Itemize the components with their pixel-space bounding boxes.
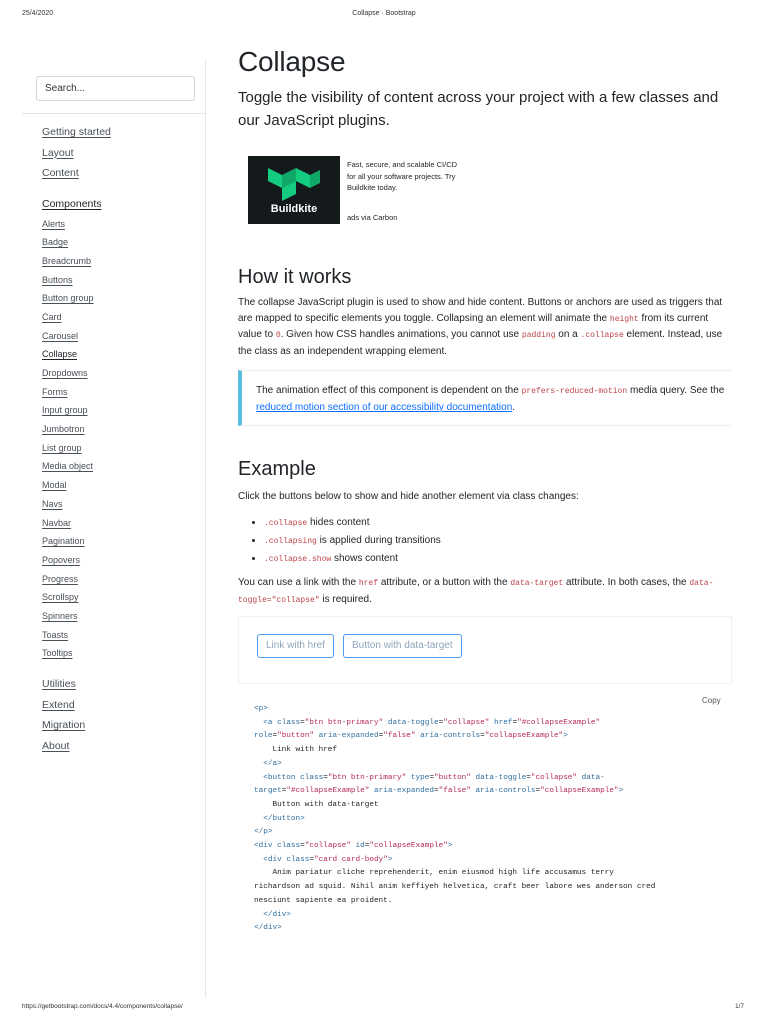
sidebar-item-components[interactable]: Components xyxy=(42,198,102,210)
sidebar-item-badge[interactable]: Badge xyxy=(42,237,69,248)
sidebar-item-popovers[interactable]: Popovers xyxy=(42,554,81,565)
sidebar-item-navbar[interactable]: Navbar xyxy=(42,517,72,528)
ad-via[interactable]: ads via Carbon xyxy=(347,213,398,222)
link-with-href-button[interactable]: Link with href xyxy=(257,634,334,658)
search-area xyxy=(22,60,206,114)
sidebar-item-input-group[interactable]: Input group xyxy=(42,405,88,416)
copy-button[interactable]: Copy xyxy=(702,696,721,705)
reduced-motion-link[interactable]: reduced motion section of our accessibility documentation xyxy=(256,401,513,413)
code-zero: 0 xyxy=(275,331,281,341)
sidebar xyxy=(22,60,206,998)
code-data-toggle: data-toggle="collapse" xyxy=(238,579,714,605)
link-text-1: You can use a link with the xyxy=(238,577,357,588)
buildkite-logo-icon xyxy=(248,156,340,224)
code-padding: padding xyxy=(521,331,556,341)
sidebar-item-progress[interactable]: Progress xyxy=(42,573,79,584)
sidebar-item-list-group[interactable]: List group xyxy=(42,442,82,453)
code-collapse: .collapse xyxy=(580,331,624,341)
sidebar-item-content[interactable]: Content xyxy=(42,167,79,179)
print-url: https://getbootstrap.com/docs/4.4/components/collapse/ xyxy=(22,1003,183,1010)
sidebar-item-buttons[interactable]: Buttons xyxy=(42,274,73,285)
callout-text-1: The animation effect of this component is dependent on the xyxy=(256,385,519,396)
info-callout xyxy=(238,370,732,426)
sidebar-item-scrollspy[interactable]: Scrollspy xyxy=(42,592,79,603)
sidebar-item-tooltips[interactable]: Tooltips xyxy=(42,648,73,659)
sidebar-item-pagination[interactable]: Pagination xyxy=(42,536,85,547)
code-prefers-reduced-motion: prefers-reduced-motion xyxy=(521,387,628,396)
link-text-2: attribute, or a button with the xyxy=(380,577,508,588)
sidebar-bottom-links xyxy=(42,674,85,756)
sidebar-item-about[interactable]: About xyxy=(42,739,70,752)
bullet-text: is applied during transitions xyxy=(319,535,441,546)
print-header xyxy=(0,10,768,24)
example-preview xyxy=(238,616,732,684)
sidebar-item-alerts[interactable]: Alerts xyxy=(42,218,66,229)
list-item xyxy=(264,532,441,550)
bullet-code: .collapse xyxy=(264,519,308,528)
sidebar-item-forms[interactable]: Forms xyxy=(42,386,68,397)
button-with-data-target[interactable]: Button with data-target xyxy=(343,634,462,658)
sidebar-item-getting-started[interactable]: Getting started xyxy=(42,126,111,138)
how-text-3: . Given how CSS handles animations, you cannot use xyxy=(280,329,520,341)
example-heading: Example xyxy=(238,458,316,480)
bullet-code: .collapsing xyxy=(264,537,317,546)
buildkite-logo[interactable] xyxy=(248,156,340,224)
sidebar-item-layout[interactable]: Layout xyxy=(42,146,74,159)
sidebar-components xyxy=(42,194,102,663)
svg-text:Buildkite: Buildkite xyxy=(270,203,318,215)
code-height: height xyxy=(609,314,639,324)
sidebar-item-media-object[interactable]: Media object xyxy=(42,461,94,472)
list-item xyxy=(264,514,441,532)
sidebar-item-toasts[interactable]: Toasts xyxy=(42,629,69,640)
carbon-ad[interactable] xyxy=(248,156,468,230)
bullet-text: shows content xyxy=(334,553,398,564)
search-input[interactable] xyxy=(36,76,195,101)
print-footer xyxy=(0,1003,768,1017)
sidebar-item-navs[interactable]: Navs xyxy=(42,498,63,509)
how-it-works-paragraph xyxy=(238,295,734,360)
how-text-4: on a xyxy=(558,329,578,341)
callout-text-3: . xyxy=(512,401,516,413)
page-title: Collapse xyxy=(238,46,346,77)
class-list xyxy=(256,514,441,568)
code-href: href xyxy=(358,579,379,588)
how-text-5: element. Instead, use the class as an independent wrapping element. xyxy=(238,329,723,358)
list-item xyxy=(264,550,441,568)
code-data-target: data-target xyxy=(510,579,564,588)
ad-text[interactable]: Fast, secure, and scalable CI/CD for all your software projects. Try Buildkite today. xyxy=(347,160,458,192)
sidebar-item-extend[interactable]: Extend xyxy=(42,698,75,711)
link-text-3: attribute. In both cases, the xyxy=(565,577,687,588)
how-it-works-heading: How it works xyxy=(238,266,352,288)
sidebar-item-collapse[interactable]: Collapse xyxy=(42,349,78,360)
sidebar-item-migration[interactable]: Migration xyxy=(42,719,86,731)
bullet-text: hides content xyxy=(310,517,370,528)
sidebar-item-button-group[interactable]: Button group xyxy=(42,293,94,304)
sidebar-item-modal[interactable]: Modal xyxy=(42,480,67,491)
code-example: <p> <a class="btn btn-primary" data-toggle="collapse" href="#collapseExample" role="button" aria-expanded="false" aria-controls="collapseExample"> Link with href </a> <button class="btn btn-primary" type="button" data-toggle="collapse" data- target="#collapseExample" aria-expanded="false" aria-controls="collapseExample"> Button with data-target </button> </p> <div class="collapse" id="collapseExample"> <div class="card card-body"> Anim pariatur cliche reprehenderit, enim eiusmod high life accusamus terry richardson ad squid. Nihil anim keffiyeh helvetica, craft beer labore wes anderson cred nesciunt sapiente ea proident. </div> </div> xyxy=(254,705,656,933)
link-text-4: is required. xyxy=(322,593,372,605)
bullet-code: .collapse.show xyxy=(264,555,332,564)
sidebar-item-spinners[interactable]: Spinners xyxy=(42,610,78,621)
print-page-number: 1/7 xyxy=(734,1003,744,1010)
link-usage-paragraph xyxy=(238,575,734,608)
how-text-1: The collapse JavaScript plugin is used to show and hide content. Buttons or anchors are used as triggers that are mapped to specific elements you toggle. Collapsing an element will animate the xyxy=(238,297,723,324)
sidebar-item-carousel[interactable]: Carousel xyxy=(42,330,79,341)
print-title: Collapse · Bootstrap xyxy=(352,10,416,17)
sidebar-top-links xyxy=(42,122,111,184)
sidebar-item-card[interactable]: Card xyxy=(42,311,62,322)
sidebar-item-jumbotron[interactable]: Jumbotron xyxy=(42,424,85,435)
how-text-2: from its current value to xyxy=(238,312,709,341)
callout-text-2: media query. See the xyxy=(629,385,725,396)
print-date: 25/4/2020 xyxy=(22,10,54,17)
sidebar-item-breadcrumb[interactable]: Breadcrumb xyxy=(42,255,92,266)
callout-text xyxy=(256,383,726,415)
sidebar-item-dropdowns[interactable]: Dropdowns xyxy=(42,368,88,378)
sidebar-item-utilities[interactable]: Utilities xyxy=(42,678,76,690)
example-intro: Click the buttons below to show and hide another element via class changes: xyxy=(238,491,579,502)
page-lead: Toggle the visibility of content across your project with a few classes and our JavaScript plugins. xyxy=(238,89,719,129)
